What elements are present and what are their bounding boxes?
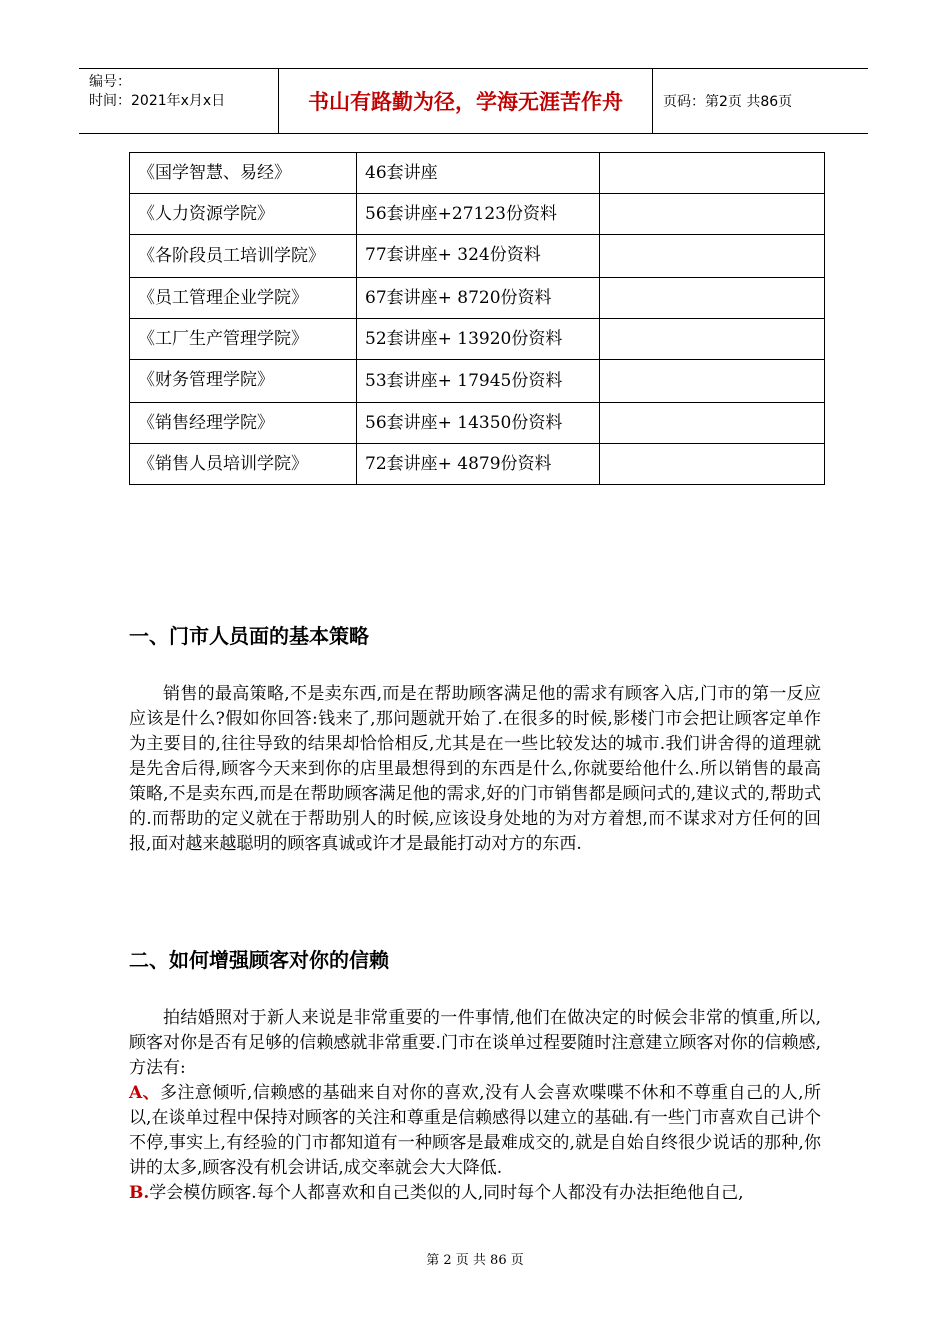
table-cell-name: 《财务管理学院》 xyxy=(130,360,357,403)
header-page-info: 页码：第2页 共86页 xyxy=(663,94,793,110)
resource-table xyxy=(129,152,825,485)
table-cell-content: 53套讲座+ 17945份资料 xyxy=(357,360,600,403)
doc-number-label: 编号： xyxy=(89,74,131,90)
table-cell-content: 56套讲座+ 14350份资料 xyxy=(357,403,600,444)
table-row xyxy=(130,319,825,360)
list-marker-b: B. xyxy=(129,1183,150,1203)
table-cell-name: 《工厂生产管理学院》 xyxy=(130,319,357,360)
table-row xyxy=(130,235,825,278)
table-cell-extra xyxy=(600,194,825,235)
doc-time-label: 时间：2021年x月x日 xyxy=(89,93,226,109)
table-cell-name: 《销售人员培训学院》 xyxy=(130,444,357,485)
list-item-b xyxy=(129,1181,821,1206)
table-cell-extra xyxy=(600,319,825,360)
section-2-heading: 二、如何增强顾客对你的信赖 xyxy=(129,948,389,972)
table-cell-extra xyxy=(600,278,825,319)
table-cell-name: 《人力资源学院》 xyxy=(130,194,357,235)
table-row xyxy=(130,403,825,444)
table-row xyxy=(130,444,825,485)
table-cell-extra xyxy=(600,360,825,403)
table-cell-extra xyxy=(600,153,825,194)
page-header xyxy=(79,68,868,134)
table-cell-extra xyxy=(600,235,825,278)
list-item-a xyxy=(129,1081,821,1181)
table-cell-content: 67套讲座+ 8720份资料 xyxy=(357,278,600,319)
list-text-b: 学会模仿顾客.每个人都喜欢和自己类似的人,同时每个人都没有办法拒绝他自己, xyxy=(149,1183,744,1203)
list-marker-a: A、 xyxy=(129,1083,160,1103)
table-cell-content: 46套讲座 xyxy=(357,153,600,194)
table-cell-name: 《国学智慧、易经》 xyxy=(130,153,357,194)
section-1-heading: 一、门市人员面的基本策略 xyxy=(129,624,369,648)
section-2-intro: 拍结婚照对于新人来说是非常重要的一件事情,他们在做决定的时候会非常的慎重,所以,顾客对你是否有足够的信赖感就非常重要.门市在谈单过程要随时注意建立顾客对你的信赖感,方法有: xyxy=(129,1008,821,1078)
list-text-a: 多注意倾听,信赖感的基础来自对你的喜欢,没有人会喜欢喋喋不休和不尊重自己的人,所以,在谈单过程中保持对顾客的关注和尊重是信赖感得以建立的基础.有一些门市喜欢自己讲个不停,事实上,有经验的门市都知道有一种顾客是最难成交的,就是自始自终很少说话的那种,你讲的太多,顾客没有机会讲话,成交率就会大大降低. xyxy=(129,1083,821,1178)
header-motto: 书山有路勤为径，学海无涯苦作舟 xyxy=(279,69,653,133)
section-1-paragraph: 销售的最高策略,不是卖东西,而是在帮助顾客满足他的需求有顾客入店,门市的第一反应应该是什么?假如你回答:钱来了,那问题就开始了.在很多的时候,影楼门市会把让顾客定单作为主要目的,往往导致的结果却恰恰相反,尤其是在一些比较发达的城市.我们讲舍得的道理就是先舍后得,顾客今天来到你的店里最想得到的东西是什么,你就要给他什么.所以销售的最高策略,不是卖东西,而是在帮助顾客满足他的需求,好的门市销售都是顾问式的,建议式的,帮助式的.而帮助的定义就在于帮助别人的时候,应该设身处地的为对方着想,而不谋求对方任何的回报,面对越来越聪明的顾客真诚或许才是最能打动对方的东西. xyxy=(129,684,821,854)
table-cell-content: 52套讲座+ 13920份资料 xyxy=(357,319,600,360)
table-row xyxy=(130,278,825,319)
table-cell-name: 《销售经理学院》 xyxy=(130,403,357,444)
table-cell-name: 《各阶段员工培训学院》 xyxy=(130,235,357,278)
page-footer: 第 2 页 共 86 页 xyxy=(426,1253,524,1268)
table-cell-extra xyxy=(600,403,825,444)
table-row xyxy=(130,360,825,403)
table-cell-content: 56套讲座+27123份资料 xyxy=(357,194,600,235)
header-meta xyxy=(79,69,279,133)
table-row xyxy=(130,194,825,235)
table-cell-content: 72套讲座+ 4879份资料 xyxy=(357,444,600,485)
table-row xyxy=(130,153,825,194)
table-cell-name: 《员工管理企业学院》 xyxy=(130,278,357,319)
table-cell-extra xyxy=(600,444,825,485)
table-cell-content: 77套讲座+ 324份资料 xyxy=(357,235,600,278)
